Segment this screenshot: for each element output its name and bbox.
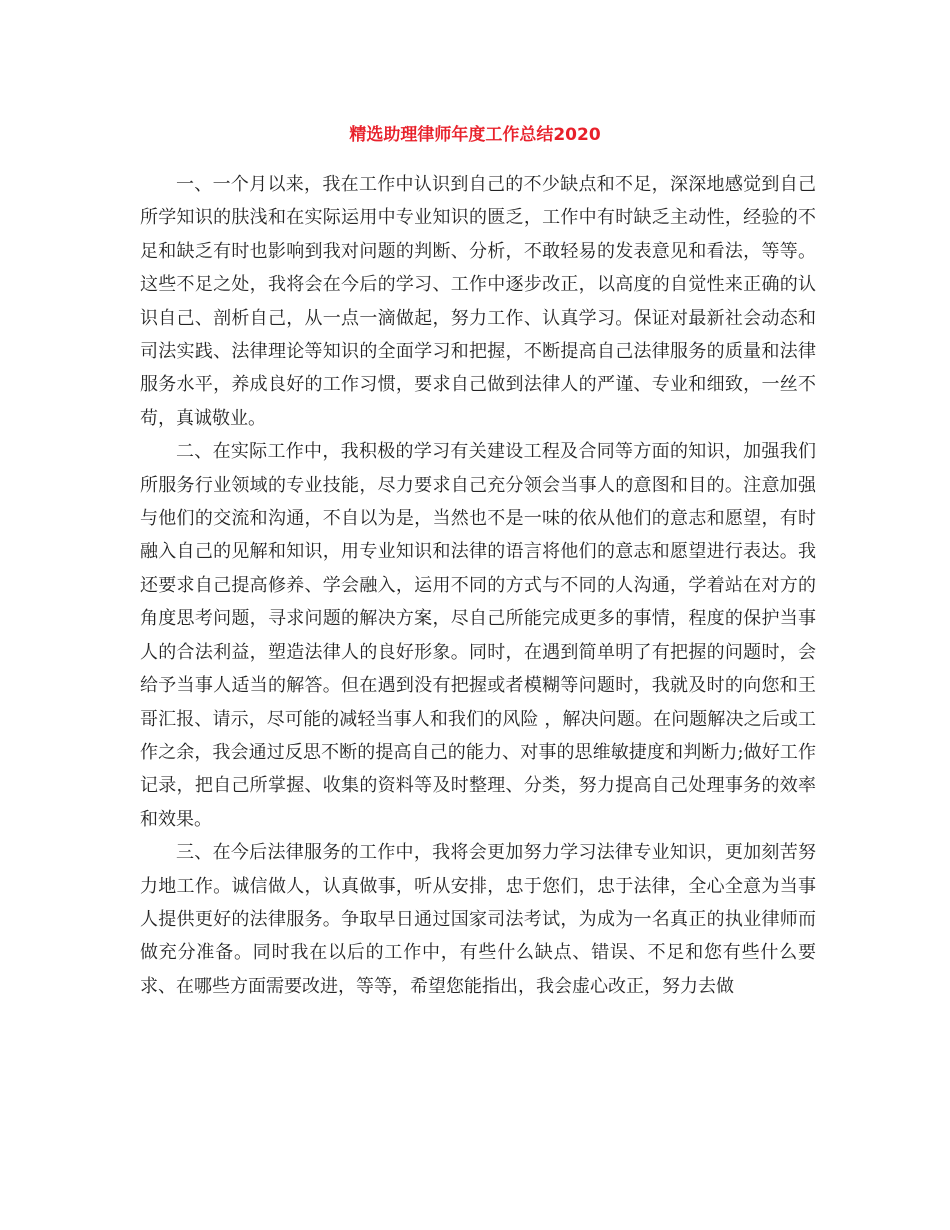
document-body	[140, 168, 816, 1003]
document-title: 精选助理律师年度工作总结2020	[349, 125, 601, 145]
paragraph-2: 二、在实际工作中，我积极的学习有关建设工程及合同等方面的知识，加强我们所服务行业领域的专业技能，尽力要求自己充分领会当事人的意图和目的。注意加强与他们的交流和沟通，不自以为是，当然也不是一味的依从他们的意志和愿望，有时融入自己的见解和知识，用专业知识和法律的语言将他们的意志和愿望进行表达。我还要求自己提高修养、学会融入，运用不同的方式与不同的人沟通，学着站在对方的角度思考问题，寻求问题的解决方案，尽自己所能完成更多的事情，程度的保护当事人的合法利益，塑造法律人的良好形象。同时，在遇到简单明了有把握的问题时，会给予当事人适当的解答。但在遇到没有把握或者模糊等问题时，我就及时的向您和王哥汇报、请示，尽可能的减轻当事人和我们的风险 ，解决问题。在问题解决之后或工作之余，我会通过反思不断的提高自己的能力、对事的思维敏捷度和判断力;做好工作记录，把自己所掌握、收集的资料等及时整理、分类，努力提高自己处理事务的效率和效果。	[140, 441, 816, 830]
paragraph-3: 三、在今后法律服务的工作中，我将会更加努力学习法律专业知识，更加刻苦努力地工作。诚信做人，认真做事，听从安排，忠于您们，忠于法律，全心全意为当事人提供更好的法律服务。争取早日通过国家司法考试，为成为一名真正的执业律师而做充分准备。同时我在以后的工作中，有些什么缺点、错误、不足和您有些什么要求、在哪些方面需要改进，等等，希望您能指出，我会虚心改正，努力去做	[140, 842, 816, 997]
paragraph-1: 一、一个月以来，我在工作中认识到自己的不少缺点和不足，深深地感觉到自己所学知识的肤浅和在实际运用中专业知识的匮乏，工作中有时缺乏主动性，经验的不足和缺乏有时也影响到我对问题的判断、分析，不敢轻易的发表意见和看法，等等。这些不足之处，我将会在今后的学习、工作中逐步改正，以高度的自觉性来正确的认识自己、剖析自己，从一点一滴做起，努力工作、认真学习。保证对最新社会动态和司法实践、法律理论等知识的全面学习和把握，不断提高自己法律服务的质量和法律服务水平，养成良好的工作习惯，要求自己做到法律人的严谨、专业和细致，一丝不苟，真诚敬业。	[140, 174, 816, 429]
